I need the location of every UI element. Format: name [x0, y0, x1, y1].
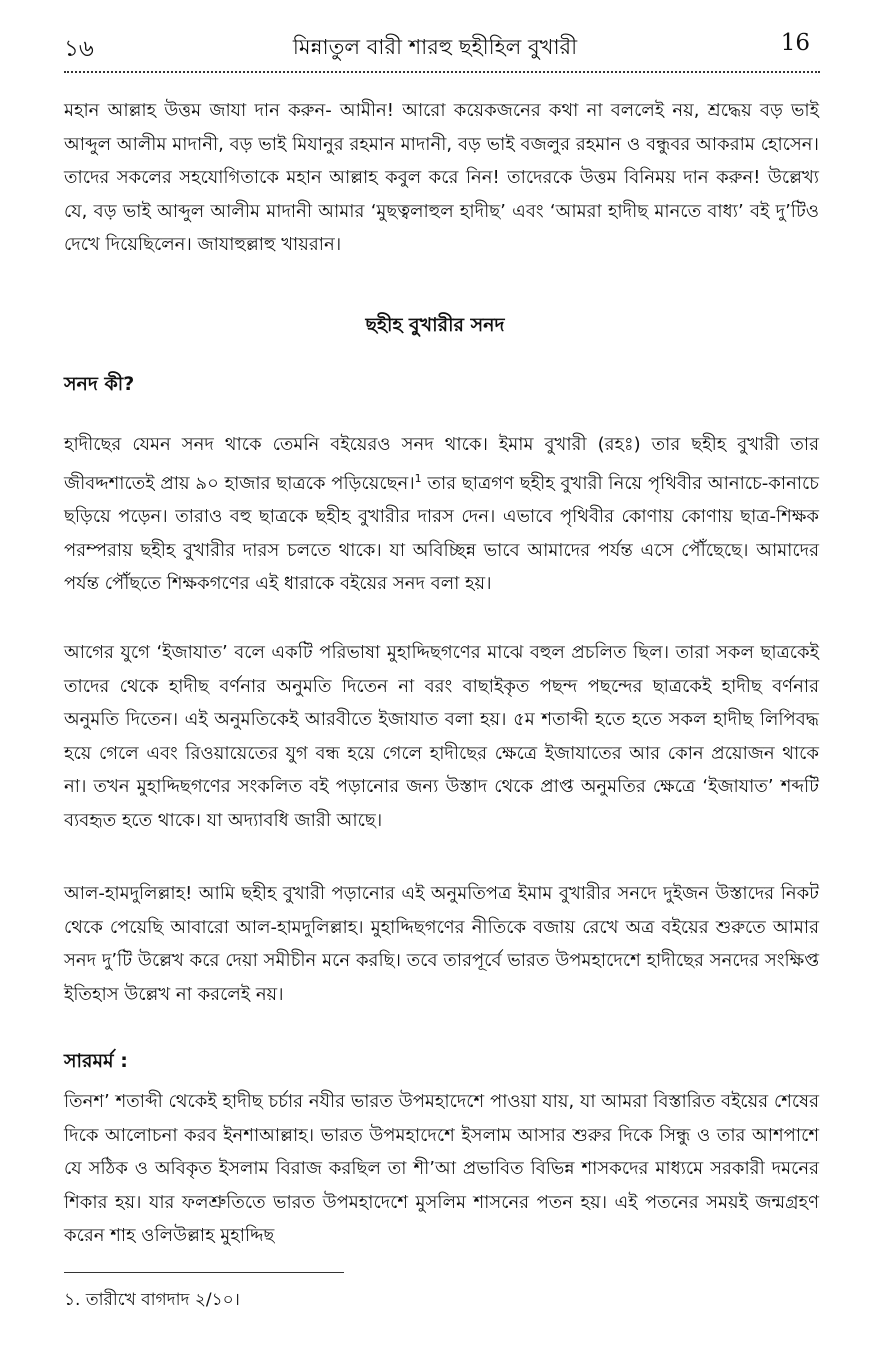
paragraph-5-text: তিনশ’ শতাব্দী থেকেই হাদীছ চর্চার নযীর ভারত উপমহাদেশে পাওয়া যায়, যা আমরা বিস্তারিত বইয়ের শেষের দিকে আলোচনা করব ইনশাআল্লাহ। ভারত উপমহাদেশে ইসলাম আসার শুরুর দিকে সিন্ধু ও তার আশপাশে যে সঠিক ও অবিকৃত ইসলাম বিরাজ করছিল তা শী’আ প্রভাবিত বিভিন্ন শাসকদের মাধ্যমে সরকারী দমনের শিকার হয়। যার ফলশ্রুতিতে ভারত উপমহাদেশে মুসলিম শাসনের পতন হয়। এই পতনের সময়ই জন্মগ্রহণ করেন শাহ ওলিউল্লাহ মুহাদ্দিছ	[64, 1091, 819, 1247]
footnote: ১. তারীখে বাগদাদ ২/১০।	[64, 1290, 240, 1310]
paragraph-summary	[64, 1085, 819, 1253]
paragraph-2-part-a: হাদীছের যেমন সনদ থাকে তেমনি বইয়েরও সনদ থাকে। ইমাম বুখারী (রহঃ) তার ছহীহ বুখারী তার জীবদ্দশাতেই প্রায় ৯০ হাজার ছাত্রকে পড়িয়েছেন।	[64, 434, 819, 494]
footnote-marker[interactable]: 1	[414, 471, 422, 485]
subheading-what-is-sanad: সনদ কী?	[64, 373, 135, 395]
header-page-number-bengali: ১৬	[64, 36, 94, 62]
section-title: ছহীহ বুখারীর সনদ	[365, 314, 505, 336]
footnote-divider	[64, 1272, 344, 1273]
subheading-summary: সারমর্ম :	[64, 1050, 128, 1072]
intro-paragraph	[64, 94, 819, 262]
header-page-number: 16	[780, 30, 810, 56]
paragraph-2-part-b: তার ছাত্রগণ ছহীহ বুখারী নিয়ে পৃথিবীর আনাচে-কানাচে ছড়িয়ে পড়েন। তারাও বহু ছাত্রকে ছহীহ বুখারীর দারস দেন। এভাবে পৃথিবীর কোণায় কোণায় ছাত্র-শিক্ষক পরম্পরায় ছহীহ বুখারীর দারস চলতে থাকে। যা অবিচ্ছিন্ন ভাবে আমাদের পর্যন্ত এসে পৌঁছেছে। আমাদের পর্যন্ত পৌঁছতে শিক্ষকগণের এই ধারাকে বইয়ের সনদ বলা হয়।	[64, 472, 819, 595]
paragraph-sanad-definition	[64, 428, 819, 601]
paragraph-ijazat	[64, 636, 819, 838]
paragraph-4-text: আল-হামদুলিল্লাহ! আমি ছহীহ বুখারী পড়ানোর এই অনুমতিপত্র ইমাম বুখারীর সনদে দুইজন উস্তাদের নিকট থেকে পেয়েছি আবারো আল-হামদুলিল্লাহ। মুহাদ্দিছগণের নীতিকে বজায় রেখে অত্র বইয়ের শুরুতে আমার সনদ দু’টি উল্লেখ করে দেয়া সমীচীন মনে করছি। তবে তারপূর্বে ভারত উপমহাদেশে হাদীছের সনদের সংক্ষিপ্ত ইতিহাস উল্লেখ না করলেই নয়।	[64, 883, 819, 1005]
intro-paragraph-text: মহান আল্লাহ উত্তম জাযা দান করুন- আমীন! আরো কয়েকজনের কথা না বললেই নয়, শ্রদ্ধেয় বড় ভাই আব্দুল আলীম মাদানী, বড় ভাই মিযানুর রহমান মাদানী, বড় ভাই বজলুর রহমান ও বন্ধুবর আকরাম হোসেন। তাদের সকলের সহযোগিতাকে মহান আল্লাহ কবুল করে নিন! তাদেরকে উত্তম বিনিময় দান করুন! উল্লেখ্য যে, বড় ভাই আব্দুল আলীম মাদানী আমার ‘মুছত্বলাহুল হাদীছ’ এবং ‘আমরা হাদীছ মানতে বাধ্য’ বই দু’টিও দেখে দিয়েছিলেন। জাযাহুল্লাহু খায়রান।	[64, 100, 819, 256]
paragraph-permission	[64, 877, 819, 1011]
header-book-title: মিন্নাতুল বারী শারহু ছহীহিল বুখারী	[292, 35, 578, 59]
paragraph-3-text: আগের যুগে ‘ইজাযাত’ বলে একটি পরিভাষা মুহাদ্দিছগণের মাঝে বহুল প্রচলিত ছিল। তারা সকল ছাত্রকেই তাদের থেকে হাদীছ বর্ণনার অনুমতি দিতেন না বরং বাছাইকৃত পছন্দ পছন্দের ছাত্রকেই হাদীছ বর্ণনার অনুমতি দিতেন। এই অনুমতিকেই আরবীতে ইজাযাত বলা হয়। ৫ম শতাব্দী হতে হতে সকল হাদীছ লিপিবদ্ধ হয়ে গেলে এবং রিওয়ায়েতের যুগ বন্ধ হয়ে গেলে হাদীছের ক্ষেত্রে ইজাযাতের আর কোন প্রয়োজন থাকে না। তখন মুহাদ্দিছগণের সংকলিত বই পড়ানোর জন্য উস্তাদ থেকে প্রাপ্ত অনুমতির ক্ষেত্রে ‘ইজাযাত’ শব্দটি ব্যবহৃত হতে থাকে। যা অদ্যাবধি জারী আছে।	[64, 642, 819, 831]
header-divider	[64, 71, 820, 73]
